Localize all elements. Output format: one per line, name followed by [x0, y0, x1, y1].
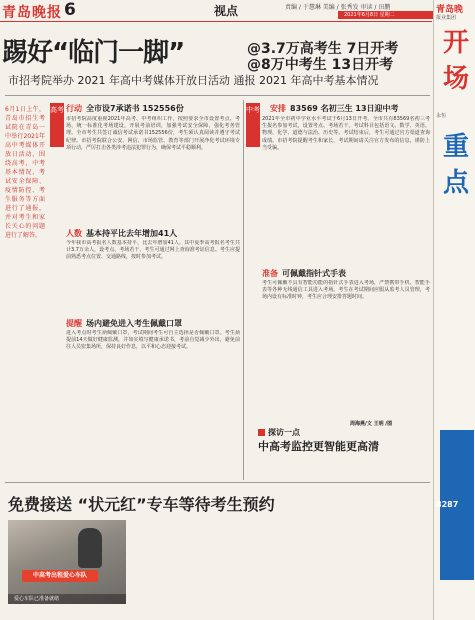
item-keyword: 准备 — [262, 269, 278, 278]
item-keyword: 安排 — [270, 104, 286, 113]
item-title-safety — [270, 103, 399, 114]
item-heading: 可佩戴指针式手表 — [282, 269, 346, 278]
square-marker-icon — [258, 429, 265, 436]
neighbor-small-text: 永恒 — [436, 113, 447, 119]
neighbor-big-char: 开 — [442, 28, 469, 58]
neighbor-sub: 报业集团 — [436, 15, 457, 21]
item-heading: 基本持平比去年增加41人 — [86, 229, 178, 238]
page-number: 6 — [64, 0, 76, 20]
main-headline: 踢好“临门一脚” — [2, 38, 185, 68]
neighbor-blue-char: 点 — [442, 168, 469, 198]
item-body-people: 今年我市高考报名人数基本持平，比去年增加41人。其中夏季高考报名考生共计3.7万余人，设考点、考场若干，考生可通过网上查询准考证信息。考生应提前熟悉考点位置、交通路线，按时参加考试。 — [66, 240, 240, 261]
item-body-safety: 2021年全市初中学业水平考试于6月13日开考。全市共有83569名初三考生报名参加考试，设置考点、考场若干。考试科目包括语文、数学、英语、物理、化学、道德与法治、历史等。考试结束后，考生可通过官方渠道查询成绩。市招考院提醒考生和家长，考试期间请关注官方发布的信息，谨防上当受骗。 — [262, 116, 430, 151]
newspaper-brand: 青岛晚报 — [2, 5, 62, 21]
section-title: 视点 — [214, 4, 239, 18]
section-subhead: 中高考监控更智能更高清 — [258, 440, 379, 453]
section-head-text: 探访一点 — [268, 428, 300, 437]
item-title-remind — [66, 318, 182, 329]
section-head — [258, 427, 300, 438]
byline-caption: 周海燕/文 王明 /图 — [350, 421, 393, 427]
bottom-photo — [8, 520, 126, 604]
intro-paragraph: 6月1日上午，青岛市招生考试院在青岛一中举行2021年高中考媒体开放日活动，围绕高考、中考基本情况、考试安全保障、疫情防控、考生服务等方面进行了通报，并对考生和家长关心的问题进行了解答。 — [5, 106, 45, 239]
item-keyword: 人数 — [66, 229, 82, 238]
bottom-headline: 免费接送 “状元红”专车等待考生预约 — [8, 495, 275, 514]
item-heading: 全市设7承诺书 152556份 — [86, 104, 184, 113]
neighbor-brand: 青岛晚 — [436, 5, 464, 15]
item-keyword: 提醒 — [66, 319, 82, 328]
subheadline: 市招考院举办 2021 年高中考媒体开放日活动 通报 2021 年高中考基本情况 — [8, 74, 379, 87]
neighbor-big-char: 场 — [442, 64, 469, 94]
item-body-prep: 考生可佩戴不具有智能功能的指针式手表进入考场，严禁携带手机、智能手表等各种无线通信工具进入考场。考生在考试期间应服从监考人员管理，考场内设有标准时钟，考生应合理安排答题时间。 — [262, 280, 430, 301]
item-title-prep — [262, 268, 346, 279]
item-heading: 83569 名初三生 13日迎中考 — [290, 104, 399, 113]
date-badge: 2021年6月8日 星期二 — [338, 11, 434, 19]
stat-line-gaokao: @3.7万高考生 7日开考 — [247, 41, 399, 57]
divider — [5, 95, 430, 96]
neighbor-phone: 8287 — [436, 500, 459, 509]
photo-caption: 爱心车队已准备就绪 — [8, 594, 126, 604]
editors-line: 责编 / 于慧琳 美编 / 张秀发 审读 / 田鹏 — [285, 4, 391, 11]
item-heading: 场内避免进入考生佩戴口罩 — [86, 319, 182, 328]
stat-line-zhongkao: @8万中考生 13日开考 — [247, 57, 394, 73]
item-title-operate — [66, 103, 184, 114]
item-keyword: 行动 — [66, 104, 82, 113]
column-divider — [243, 100, 244, 480]
photo-banner: 中高考出租爱心车队 — [22, 570, 98, 582]
item-body-remind: 进入考点时考生须佩戴口罩，考试期间考生可自主选择是否佩戴口罩。考生须提前14天做好健康监测，并如实填写健康承诺书，考前自觉减少外出，避免前往人员密集场所，保持良好作息，以平和心态迎接考试。 — [66, 330, 240, 351]
item-title-people — [66, 228, 177, 239]
neighbor-page — [433, 0, 475, 620]
item-body-operate: 市招考院高度重视2021年高考、中考组织工作，按照要求全市设置考点、考场，统一标准化考场建设，开展考前培训，加强考试安全保障，强化考务管理。全市考生共签订诚信考试承诺书152556份，考生须认真阅读并遵守考试纪律。市招考院联合公安、网信、市场监管、教育等部门开展净化考试环境专项行动，严厉打击各类涉考违法犯罪行为，确保考试平稳顺利。 — [66, 116, 240, 151]
neighbor-blue-char: 重 — [442, 132, 469, 162]
divider — [5, 482, 430, 483]
person-figure — [78, 528, 102, 568]
masthead — [0, 0, 432, 22]
zhongkao-tag: 中考 — [246, 103, 260, 147]
gaokao-tag: 高考 — [50, 103, 64, 147]
